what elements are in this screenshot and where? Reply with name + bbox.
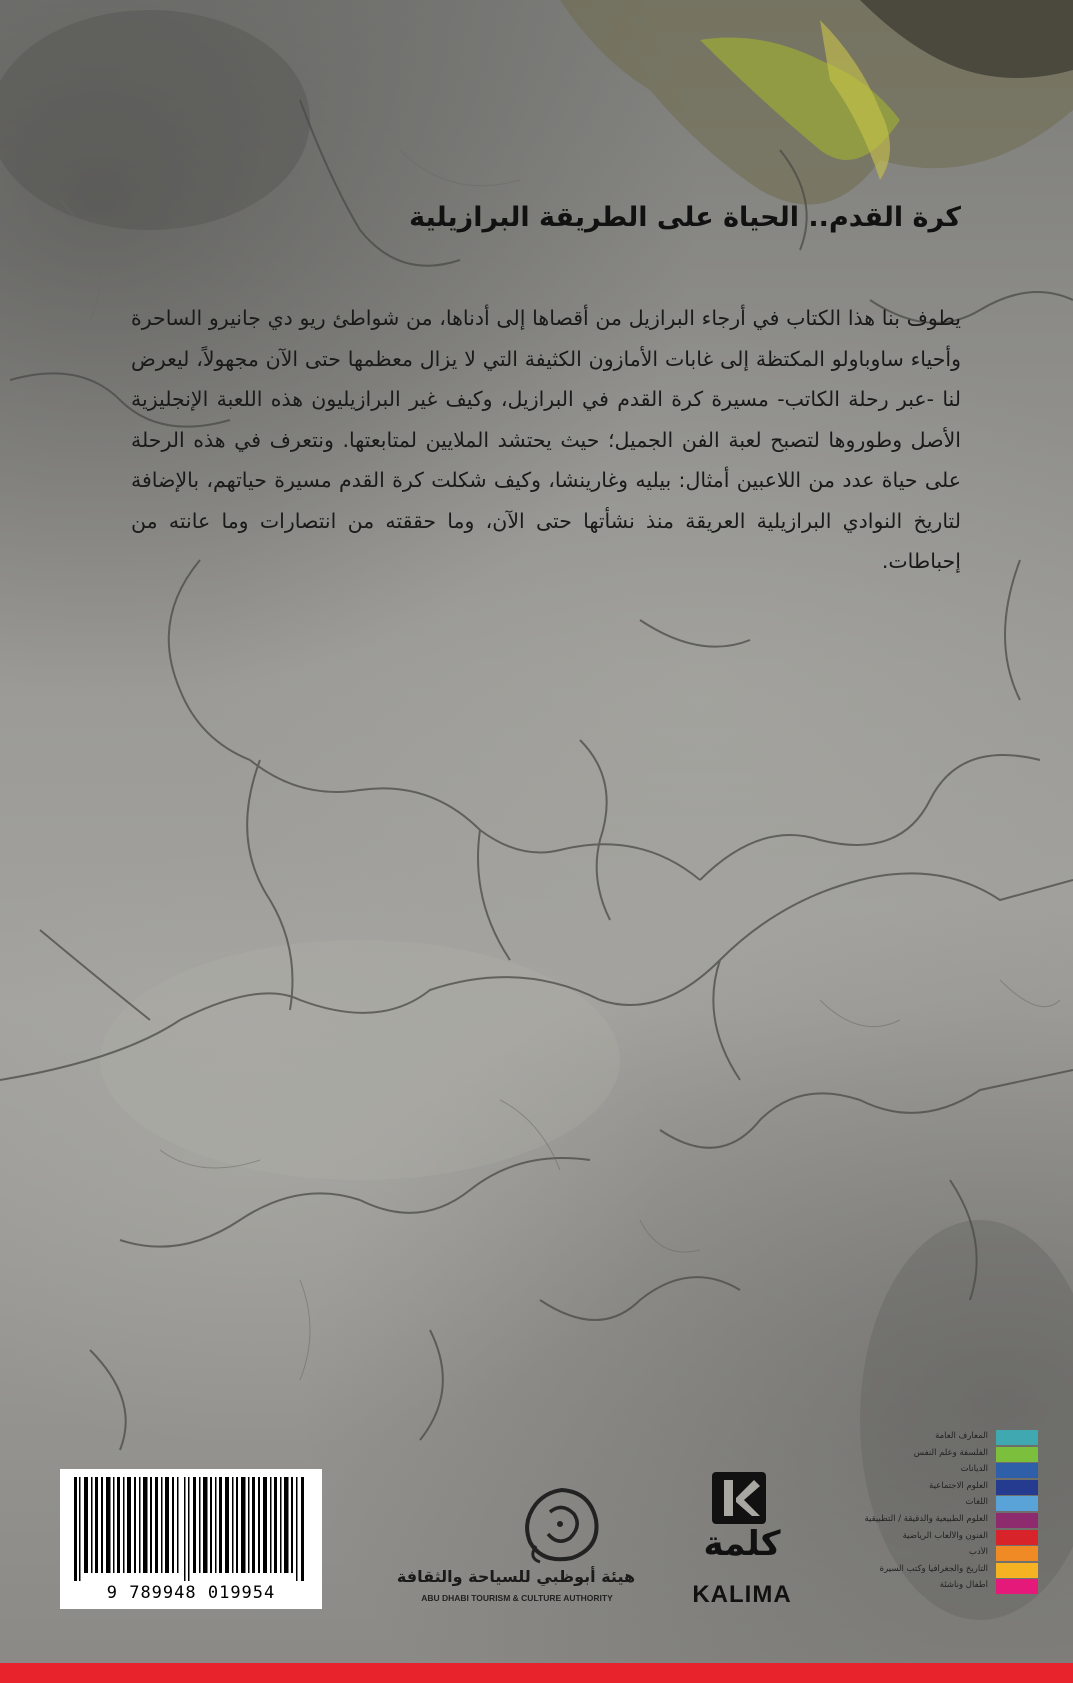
legend-label: التاريخ والجغرافيا وكتب السيرة <box>879 1563 988 1574</box>
legend-label: العلوم الطبيعية والدقيقة / التطبيقية <box>864 1513 988 1524</box>
adta-name-arabic: هيئة أبوظبي للسياحة والثقافة <box>396 1567 636 1586</box>
book-title: كرة القدم.. الحياة على الطريقة البرازيلية <box>409 202 961 233</box>
barcode <box>60 1469 322 1609</box>
legend-row <box>856 1578 1038 1595</box>
book-blurb: يطوف بنا هذا الكتاب في أرجاء البرازيل من أقصاها إلى أدناها، من شواطئ ريو دي جانيرو الساحرة وأحياء ساوباولو المكتظة إلى غابات الأمازون الكثيفة التي لا يزال معظمها حتى الآن مجهولاً، ليعرض لنا -عبر رحلة الكاتب- مسيرة كرة القدم في البرازيل، وكيف غير البرازيليون هذه اللعبة الإنجليزية الأصل وطوروها لتصبح لعبة الفن الجميل؛ حيث يحتشد الملايين لمتابعتها. ونتعرف في هذه الرحلة على حياة عدد من اللاعبين أمثال: بيليه وغارينشا، وكيف شكلت كرة القدم مسيرة حياتهم، بالإضافة لتاريخ النوادي البرازيلية العريقة منذ نشأتها حتى الآن، وما حققته من انتصارات وما عانته من إحباطات. <box>131 306 961 573</box>
legend-swatch <box>996 1430 1038 1445</box>
kalima-name-arabic: كلمة <box>703 1524 781 1564</box>
legend-swatch <box>996 1530 1038 1545</box>
category-legend <box>856 1429 1038 1595</box>
legend-label: أطفال وناشئة <box>939 1580 988 1591</box>
legend-row <box>856 1479 1038 1496</box>
bottom-color-band <box>0 1663 1073 1683</box>
legend-label: العلوم الاجتماعية <box>929 1480 988 1491</box>
barcode-bars <box>70 1477 312 1581</box>
legend-label: الفلسفة وعلم النفس <box>913 1447 988 1458</box>
legend-label: الفنون والألعاب الرياضية <box>902 1530 988 1541</box>
legend-row <box>856 1495 1038 1512</box>
legend-swatch <box>996 1563 1038 1578</box>
legend-swatch <box>996 1513 1038 1528</box>
legend-row <box>856 1462 1038 1479</box>
kalima-logo-icon <box>680 1472 804 1528</box>
legend-label: اللغات <box>965 1497 988 1508</box>
legend-swatch <box>996 1480 1038 1495</box>
legend-label: الديانات <box>960 1464 988 1475</box>
legend-swatch <box>996 1447 1038 1462</box>
legend-row <box>856 1562 1038 1579</box>
legend-swatch <box>996 1579 1038 1594</box>
legend-row <box>856 1529 1038 1546</box>
legend-swatch <box>996 1496 1038 1511</box>
legend-row <box>856 1512 1038 1529</box>
adta-logo-icon <box>520 1486 604 1564</box>
legend-row <box>856 1545 1038 1562</box>
kalima-name-english: KALIMA <box>692 1581 792 1608</box>
legend-label: المعارف العامة <box>935 1431 988 1441</box>
legend-label: الأدب <box>969 1547 988 1558</box>
legend-swatch <box>996 1546 1038 1561</box>
isbn-number: 9 789948 019954 <box>106 1583 276 1603</box>
legend-row <box>856 1429 1038 1446</box>
adta-name-english: ABU DHABI TOURISM & CULTURE AUTHORITY <box>421 1593 613 1603</box>
legend-swatch <box>996 1463 1038 1478</box>
legend-row <box>856 1446 1038 1463</box>
